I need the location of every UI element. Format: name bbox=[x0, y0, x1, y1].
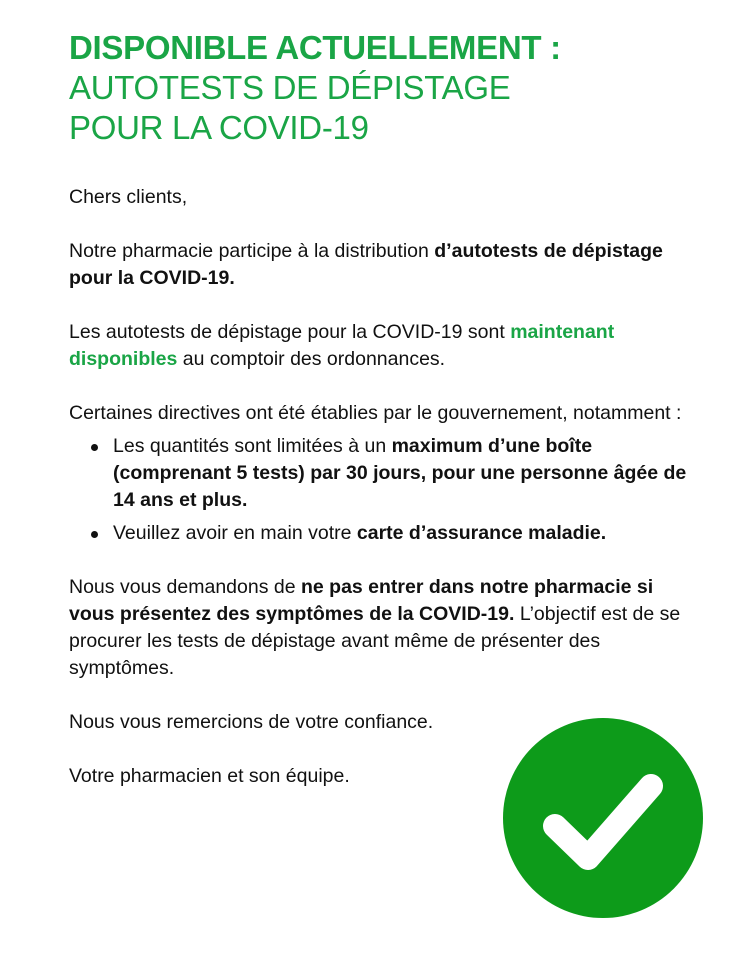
rules-list bbox=[69, 433, 689, 547]
list-item bbox=[69, 520, 689, 547]
signature: Votre pharmacien et son équipe. bbox=[69, 765, 350, 787]
letter-body bbox=[69, 184, 689, 790]
title-line-3: POUR LA COVID-19 bbox=[69, 109, 369, 146]
greeting: Chers clients, bbox=[69, 186, 188, 208]
thanks-line: Nous vous remercions de votre confiance. bbox=[69, 711, 434, 733]
intro-text: Notre pharmacie participe à la distribution bbox=[69, 240, 435, 262]
bullet-dot-icon bbox=[91, 444, 98, 451]
checkmark-circle-icon bbox=[503, 718, 703, 918]
warning-text-before: Nous vous demandons de bbox=[69, 576, 301, 598]
warning-paragraph bbox=[69, 574, 689, 682]
warning-bold: ne pas entrer dans notre pharmacie si vous présentez des symptômes de la COVID-19. bbox=[69, 576, 654, 625]
title-line-2: AUTOTESTS DE DÉPISTAGE bbox=[69, 69, 511, 106]
bullet-dot-icon bbox=[91, 531, 98, 538]
page-title bbox=[69, 28, 561, 148]
bullet-text: Veuillez avoir en main votre bbox=[113, 522, 357, 544]
bullet-bold: maximum d’une boîte (comprenant 5 tests) par 30 jours, pour une personne âgée de 14 ans et plus. bbox=[113, 435, 687, 511]
availability-paragraph bbox=[69, 319, 689, 373]
check-circle-bg bbox=[503, 718, 703, 918]
rules-intro: Certaines directives ont été établies par le gouvernement, notamment : bbox=[69, 402, 682, 424]
bullet-text: Les quantités sont limitées à un bbox=[113, 435, 392, 457]
intro-paragraph bbox=[69, 238, 689, 292]
title-line-1: DISPONIBLE ACTUELLEMENT : bbox=[69, 29, 561, 66]
availability-text-after: au comptoir des ordonnances. bbox=[177, 348, 446, 370]
intro-bold: d’autotests de dépistage pour la COVID-19. bbox=[69, 240, 663, 289]
list-item bbox=[69, 433, 689, 514]
bullet-bold: carte d’assurance maladie. bbox=[356, 522, 607, 544]
warning-text-after: L’objectif est de se procurer les tests de dépistage avant même de présenter des symptômes. bbox=[69, 603, 681, 679]
availability-text-before: Les autotests de dépistage pour la COVID-19 sont bbox=[69, 321, 511, 343]
availability-highlight: maintenant disponibles bbox=[69, 321, 615, 370]
